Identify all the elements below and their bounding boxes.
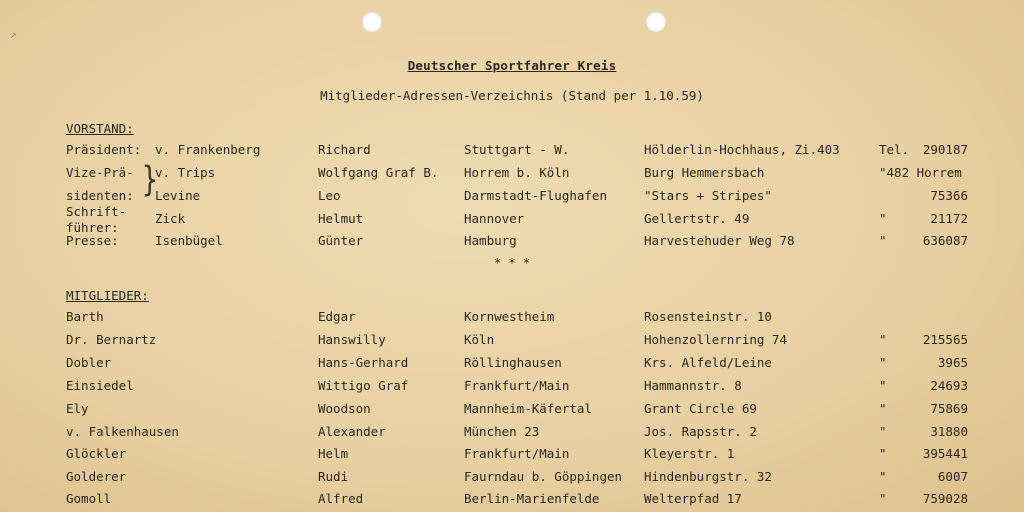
brace-mark: }	[142, 159, 158, 201]
vorstand-heading: VORSTAND:	[66, 121, 134, 136]
surname-cell: Dobler	[66, 355, 112, 370]
address-cell: Jos. Rapsstr. 2	[644, 424, 757, 439]
tel-label-cell: "482 Horrem	[879, 165, 962, 180]
tel-cell: 24693	[930, 378, 968, 393]
table-row	[0, 309, 1024, 329]
city-cell: Faurndau b. Göppingen	[464, 469, 623, 484]
tel-cell: 6007	[937, 469, 968, 484]
role-schrift-2: führer:	[66, 220, 119, 235]
tel-label-cell: "	[879, 355, 887, 370]
firstname-cell: Helm	[318, 446, 349, 461]
role-vize-1: Vize-Prä-	[66, 165, 134, 180]
city-cell: Frankfurt/Main	[464, 378, 570, 393]
surname-cell: Barth	[66, 309, 104, 324]
tel-label-cell: "	[879, 211, 887, 226]
city-cell: Hannover	[464, 211, 525, 226]
address-cell: Kleyerstr. 1	[644, 446, 735, 461]
address-cell: Hindenburgstr. 32	[644, 469, 772, 484]
tel-label-cell: "	[879, 469, 887, 484]
table-row	[0, 491, 1024, 511]
firstname-cell: Leo	[318, 188, 341, 203]
role-praesident: Präsident:	[66, 142, 142, 157]
table-row	[0, 355, 1024, 375]
table-row	[0, 142, 1024, 162]
table-row	[0, 233, 1024, 253]
firstname-cell: Alfred	[318, 491, 364, 506]
city-cell: Darmstadt-Flughafen	[464, 188, 607, 203]
address-cell: Burg Hemmersbach	[644, 165, 765, 180]
city-cell: Stuttgart - W.	[464, 142, 570, 157]
table-row	[0, 165, 1024, 185]
surname-cell: v. Falkenhausen	[66, 424, 179, 439]
role-vize-2: sidenten:	[66, 188, 134, 203]
tel-label-cell: "	[879, 491, 887, 506]
city-cell: Kornwestheim	[464, 309, 555, 324]
tel-label-cell: "	[879, 401, 887, 416]
tel-cell: 31880	[930, 424, 968, 439]
surname-cell: Gomoll	[66, 491, 112, 506]
address-cell: Krs. Alfeld/Leine	[644, 355, 772, 370]
table-row	[0, 446, 1024, 466]
tel-cell: 21172	[930, 211, 968, 226]
tel-cell: 636087	[922, 233, 968, 248]
firstname-cell: Woodson	[318, 401, 371, 416]
city-cell: Köln	[464, 332, 495, 347]
firstname-cell: Wolfgang Graf B.	[318, 165, 439, 180]
punch-hole-left	[362, 12, 382, 32]
surname-cell: Zick	[155, 211, 186, 226]
tel-cell: 75366	[930, 188, 968, 203]
surname-cell: Glöckler	[66, 446, 127, 461]
tel-label-cell: "	[879, 378, 887, 393]
firstname-cell: Wittigo Graf	[318, 378, 409, 393]
city-cell: Röllinghausen	[464, 355, 562, 370]
city-cell: Hamburg	[464, 233, 517, 248]
role-schrift-1: Schrift-	[66, 204, 127, 219]
table-row	[0, 401, 1024, 421]
firstname-cell: Richard	[318, 142, 371, 157]
address-cell: Hohenzollernring 74	[644, 332, 787, 347]
table-row	[0, 332, 1024, 352]
tel-cell: 3965	[937, 355, 968, 370]
firstname-cell: Rudi	[318, 469, 349, 484]
firstname-cell: Alexander	[318, 424, 386, 439]
city-cell: Berlin-Marienfelde	[464, 491, 600, 506]
punch-hole-right	[646, 12, 666, 32]
table-row	[0, 378, 1024, 398]
address-cell: Welterpfad 17	[644, 491, 742, 506]
surname-cell: Einsiedel	[66, 378, 134, 393]
tel-cell: 215565	[922, 332, 968, 347]
city-cell: Frankfurt/Main	[464, 446, 570, 461]
surname-cell: Dr. Bernartz	[66, 332, 157, 347]
firstname-cell: Hans-Gerhard	[318, 355, 409, 370]
tel-cell: 759028	[922, 491, 968, 506]
tel-label-cell: "	[879, 233, 887, 248]
surname-cell: Isenbügel	[155, 233, 223, 248]
tel-cell: 290187	[922, 142, 968, 157]
city-cell: Mannheim-Käfertal	[464, 401, 592, 416]
surname-cell: v. Trips	[155, 165, 216, 180]
surname-cell: Ely	[66, 401, 89, 416]
mitglieder-heading: MITGLIEDER:	[66, 288, 149, 303]
surname-cell: Levine	[155, 188, 201, 203]
tel-label-cell: Tel.	[879, 142, 910, 157]
tel-cell: 395441	[922, 446, 968, 461]
document-title: Deutscher Sportfahrer Kreis	[407, 58, 617, 73]
address-cell: Gellertstr. 49	[644, 211, 750, 226]
tel-label-cell: "	[879, 424, 887, 439]
address-cell: "Stars + Stripes"	[644, 188, 772, 203]
firstname-cell: Helmut	[318, 211, 364, 226]
table-row	[0, 424, 1024, 444]
address-cell: Rosensteinstr. 10	[644, 309, 772, 324]
address-cell: Hölderlin-Hochhaus, Zi.403	[644, 142, 840, 157]
table-row	[0, 211, 1024, 231]
document-subtitle: Mitglieder-Adressen-Verzeichnis (Stand per 1.10.59)	[320, 88, 704, 103]
firstname-cell: Hanswilly	[318, 332, 386, 347]
city-cell: Horrem b. Köln	[464, 165, 570, 180]
role-presse: Presse:	[66, 233, 119, 248]
firstname-cell: Günter	[318, 233, 364, 248]
address-cell: Grant Circle 69	[644, 401, 757, 416]
table-row	[0, 188, 1024, 208]
tel-cell: 75869	[930, 401, 968, 416]
corner-mark: ↗	[10, 28, 17, 41]
surname-cell: Golderer	[66, 469, 127, 484]
address-cell: Hammannstr. 8	[644, 378, 742, 393]
separator-stars: * * *	[493, 256, 531, 270]
table-row	[0, 469, 1024, 489]
firstname-cell: Edgar	[318, 309, 356, 324]
surname-cell: v. Frankenberg	[155, 142, 261, 157]
tel-label-cell: "	[879, 446, 887, 461]
city-cell: München 23	[464, 424, 540, 439]
address-cell: Harvestehuder Weg 78	[644, 233, 795, 248]
tel-label-cell: "	[879, 332, 887, 347]
